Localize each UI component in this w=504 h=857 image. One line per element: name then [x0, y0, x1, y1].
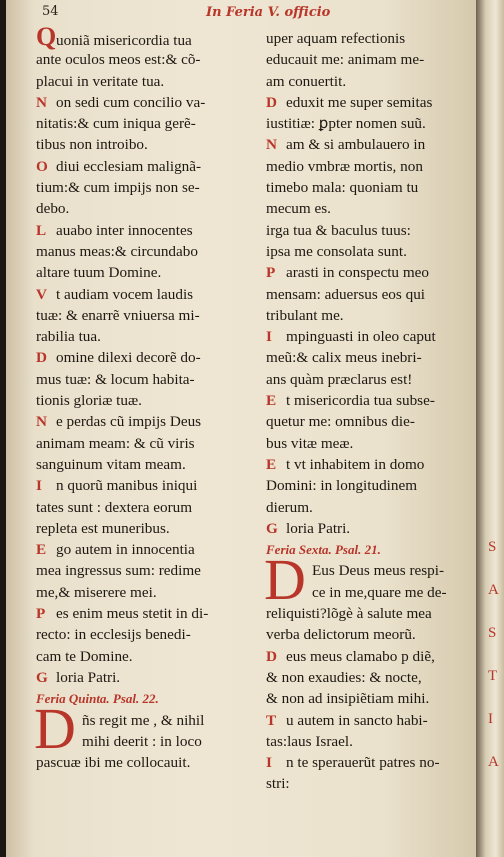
- running-title: In Feria V. officio: [206, 5, 331, 20]
- line-text: sanguinum vitam meam.: [36, 455, 186, 473]
- verse-line: [36, 624, 258, 645]
- line-text: ñs regit me , & nihil: [82, 711, 205, 729]
- verse-line: [36, 497, 258, 518]
- line-text: nitatis:& cum iniqua gerẽ-: [36, 115, 196, 133]
- line-text: uoniã misericordia tua: [56, 32, 192, 49]
- line-text: & non exaudies: & nocte,: [266, 668, 422, 686]
- initial-letter: D: [266, 93, 277, 111]
- line-text: eus meus clamabo p diẽ,: [286, 647, 435, 665]
- line-text: eduxit me super semitas: [286, 93, 433, 111]
- verse-line: [266, 28, 472, 49]
- verse-line: [266, 710, 472, 731]
- verse-line: [36, 177, 258, 198]
- line-text: arasti in conspectu meo: [286, 264, 429, 282]
- initial-letter: Q: [36, 22, 57, 51]
- edge-letter: S: [488, 539, 497, 555]
- verse-line: [266, 390, 472, 411]
- verse-line: [36, 560, 258, 581]
- initial-letter: N: [266, 136, 277, 154]
- verse-line: [36, 582, 258, 603]
- initial-letter: E: [36, 541, 47, 559]
- line-text: pascuæ ibi me collocauit.: [36, 754, 191, 772]
- verse-line: [266, 773, 472, 794]
- line-text: cam te Domine.: [36, 647, 133, 665]
- line-text: ans quàm præclarus est!: [266, 370, 413, 388]
- verse-line: [266, 92, 472, 113]
- verse-line: [36, 262, 258, 283]
- line-text: rabilia tua.: [36, 328, 101, 346]
- line-text: tribulant me.: [266, 306, 344, 324]
- edge-letter: T: [488, 668, 498, 684]
- line-text: tas:laus Israel.: [266, 732, 353, 750]
- initial-letter: G: [36, 668, 48, 686]
- verse-line: [266, 433, 472, 454]
- verse-line: [36, 22, 258, 51]
- verse-line: [266, 198, 472, 219]
- book-page: [6, 0, 476, 857]
- verse-line: [266, 177, 472, 198]
- verse-line: [36, 241, 258, 262]
- verse-line: [36, 454, 258, 475]
- initial-letter: I: [36, 477, 42, 495]
- line-text: t vt inhabitem in domo: [286, 455, 425, 473]
- verse-line: [266, 134, 472, 155]
- line-text: dierum.: [266, 498, 313, 516]
- verse-line: [266, 262, 472, 283]
- line-text: medio vmbræ mortis, non: [266, 157, 423, 175]
- initial-letter: E: [266, 455, 277, 473]
- verse-line: [36, 539, 258, 560]
- initial-letter: N: [36, 413, 47, 431]
- line-text: on sedi cum concilio va-: [56, 93, 206, 111]
- initial-letter: G: [266, 519, 278, 537]
- line-text: diui ecclesiam malignã-: [56, 157, 202, 175]
- verse-line: [36, 156, 258, 177]
- initial-letter: N: [36, 93, 47, 111]
- verse-line: [266, 752, 472, 773]
- edge-letter: A: [488, 754, 499, 770]
- verse-line: [36, 71, 258, 92]
- verse-line: [266, 688, 472, 709]
- line-text: mus tuæ: & locum habita-: [36, 370, 195, 388]
- verse-line: [266, 347, 472, 368]
- line-text: manus meas:& circundabo: [36, 242, 198, 260]
- line-text: & non ad insipiẽtiam mihi.: [266, 690, 430, 708]
- verse-line: [36, 433, 258, 454]
- verse-line: [36, 411, 258, 432]
- verse-line: [36, 326, 258, 347]
- verse-line: [36, 390, 258, 411]
- rubric-text: Feria Quinta. Psal. 22.: [36, 691, 159, 707]
- verse-line: [266, 667, 472, 688]
- verse-line: [36, 92, 258, 113]
- line-text: go autem in innocentia: [56, 541, 195, 559]
- line-text: ce in me,quare me de-: [312, 583, 447, 601]
- verse-line: [36, 475, 258, 496]
- initial-letter: I: [266, 328, 272, 346]
- verse-line: [36, 347, 258, 368]
- initial-letter: P: [266, 264, 276, 282]
- line-text: loria Patri.: [286, 519, 351, 537]
- verse-line: [266, 49, 472, 70]
- verse-line: [266, 411, 472, 432]
- verse-line: [266, 220, 472, 241]
- line-text: n quorũ manibus iniqui: [56, 477, 198, 495]
- drop-cap-initial: D: [264, 546, 306, 612]
- line-text: irga tua & baculus tuus:: [266, 221, 411, 239]
- verse-line: [36, 369, 258, 390]
- line-text: ante oculos meos est:& cõ-: [36, 51, 201, 69]
- initial-letter: E: [266, 392, 277, 410]
- verse-line: [266, 71, 472, 92]
- line-text: mecum es.: [266, 200, 331, 218]
- initial-letter: V: [36, 285, 47, 303]
- line-text: e perdas cũ impijs Deus: [56, 413, 202, 431]
- initial-letter: L: [36, 221, 47, 239]
- line-text: am conuertit.: [266, 72, 347, 90]
- line-text: quetur me: omnibus die-: [266, 413, 415, 431]
- page-header: [36, 4, 476, 26]
- line-text: tuæ: & enarrẽ vniuersa mi-: [36, 306, 200, 324]
- line-text: u autem in sancto habi-: [286, 711, 428, 729]
- verse-line: [266, 624, 472, 645]
- rubric-text: Feria Sexta. Psal. 21.: [266, 542, 381, 558]
- line-text: tibus non introibo.: [36, 136, 148, 154]
- line-text: uper aquam refectionis: [266, 30, 406, 47]
- left-column: [34, 22, 258, 773]
- verse-line: [266, 326, 472, 347]
- line-text: debo.: [36, 200, 70, 218]
- verse-line: [266, 475, 472, 496]
- verse-line: [266, 113, 472, 134]
- verse-line: [266, 156, 472, 177]
- verse-line: [36, 667, 258, 688]
- line-text: tionis gloriæ tuæ.: [36, 392, 142, 410]
- right-column: [266, 28, 472, 795]
- line-text: mensam: aduersus eos qui: [266, 285, 426, 303]
- line-text: t audiam vocem laudis: [56, 285, 194, 303]
- line-text: placui in veritate tua.: [36, 72, 165, 90]
- line-text: es enim meus stetit in di-: [56, 605, 209, 623]
- folio-number: 54: [42, 4, 59, 19]
- verse-line: [266, 305, 472, 326]
- line-text: bus vitæ meæ.: [266, 434, 354, 452]
- verse-line: [36, 49, 258, 70]
- line-text: verba delictorum meorũ.: [266, 626, 416, 644]
- line-text: mea ingressus sum: redime: [36, 562, 201, 580]
- line-text: Domini: in longitudinem: [266, 477, 418, 495]
- line-text: repleta est muneribus.: [36, 519, 170, 537]
- line-text: tates sunt : dextera eorum: [36, 498, 193, 516]
- line-text: meũ:& calix meus inebri-: [266, 349, 422, 367]
- verse-line: [36, 284, 258, 305]
- line-text: stri:: [266, 775, 290, 793]
- initial-letter: P: [36, 605, 46, 623]
- verse-line: [36, 113, 258, 134]
- verse-line: [266, 369, 472, 390]
- line-text: n te sperauerũt patres no-: [286, 754, 440, 772]
- verse-line: [266, 454, 472, 475]
- verse-line: [36, 646, 258, 667]
- line-text: Eus Deus meus respi-: [312, 562, 445, 580]
- initial-letter: D: [266, 647, 277, 665]
- line-text: animam meam: & cũ viris: [36, 434, 195, 452]
- initial-letter: O: [36, 157, 48, 175]
- line-text: timebo mala: quoniam tu: [266, 179, 419, 197]
- verse-line: [266, 284, 472, 305]
- verse-line: [36, 305, 258, 326]
- line-text: mihi deerit : in loco: [82, 732, 202, 750]
- line-text: educauit me: animam me-: [266, 51, 425, 69]
- line-text: ipsa me consolata sunt.: [266, 242, 407, 260]
- line-text: iustitiæ: ꝑpter nomen suũ.: [266, 115, 426, 133]
- initial-letter: T: [266, 711, 277, 729]
- verse-line: [36, 220, 258, 241]
- line-text: loria Patri.: [56, 668, 121, 686]
- verse-line: [266, 241, 472, 262]
- verse-line: [266, 731, 472, 752]
- drop-cap-initial: D: [34, 695, 76, 761]
- line-text: recto: in ecclesijs benedi-: [36, 626, 191, 644]
- edge-letter: S: [488, 625, 497, 641]
- verse-line: [266, 518, 472, 539]
- line-text: am & si ambulauero in: [286, 136, 426, 154]
- fore-edge-letters: [488, 540, 502, 798]
- line-text: reliquisti?lõgè à salute mea: [266, 605, 432, 623]
- line-text: t misericordia tua subse-: [286, 392, 435, 410]
- edge-letter: A: [488, 582, 499, 598]
- line-text: omine dilexi decorẽ do-: [56, 349, 201, 367]
- verse-line: [266, 646, 472, 667]
- verse-line: [36, 198, 258, 219]
- verse-line: [36, 134, 258, 155]
- initial-letter: D: [36, 349, 47, 367]
- line-text: mpinguasti in oleo caput: [286, 328, 436, 346]
- line-text: auabo inter innocentes: [56, 221, 193, 239]
- verse-line: [266, 497, 472, 518]
- verse-line: [36, 603, 258, 624]
- line-text: me,& miserere mei.: [36, 583, 157, 601]
- line-text: altare tuum Domine.: [36, 264, 162, 282]
- initial-letter: I: [266, 754, 272, 772]
- verse-line: [36, 518, 258, 539]
- edge-letter: I: [488, 711, 493, 727]
- line-text: tium:& cum impijs non se-: [36, 179, 200, 197]
